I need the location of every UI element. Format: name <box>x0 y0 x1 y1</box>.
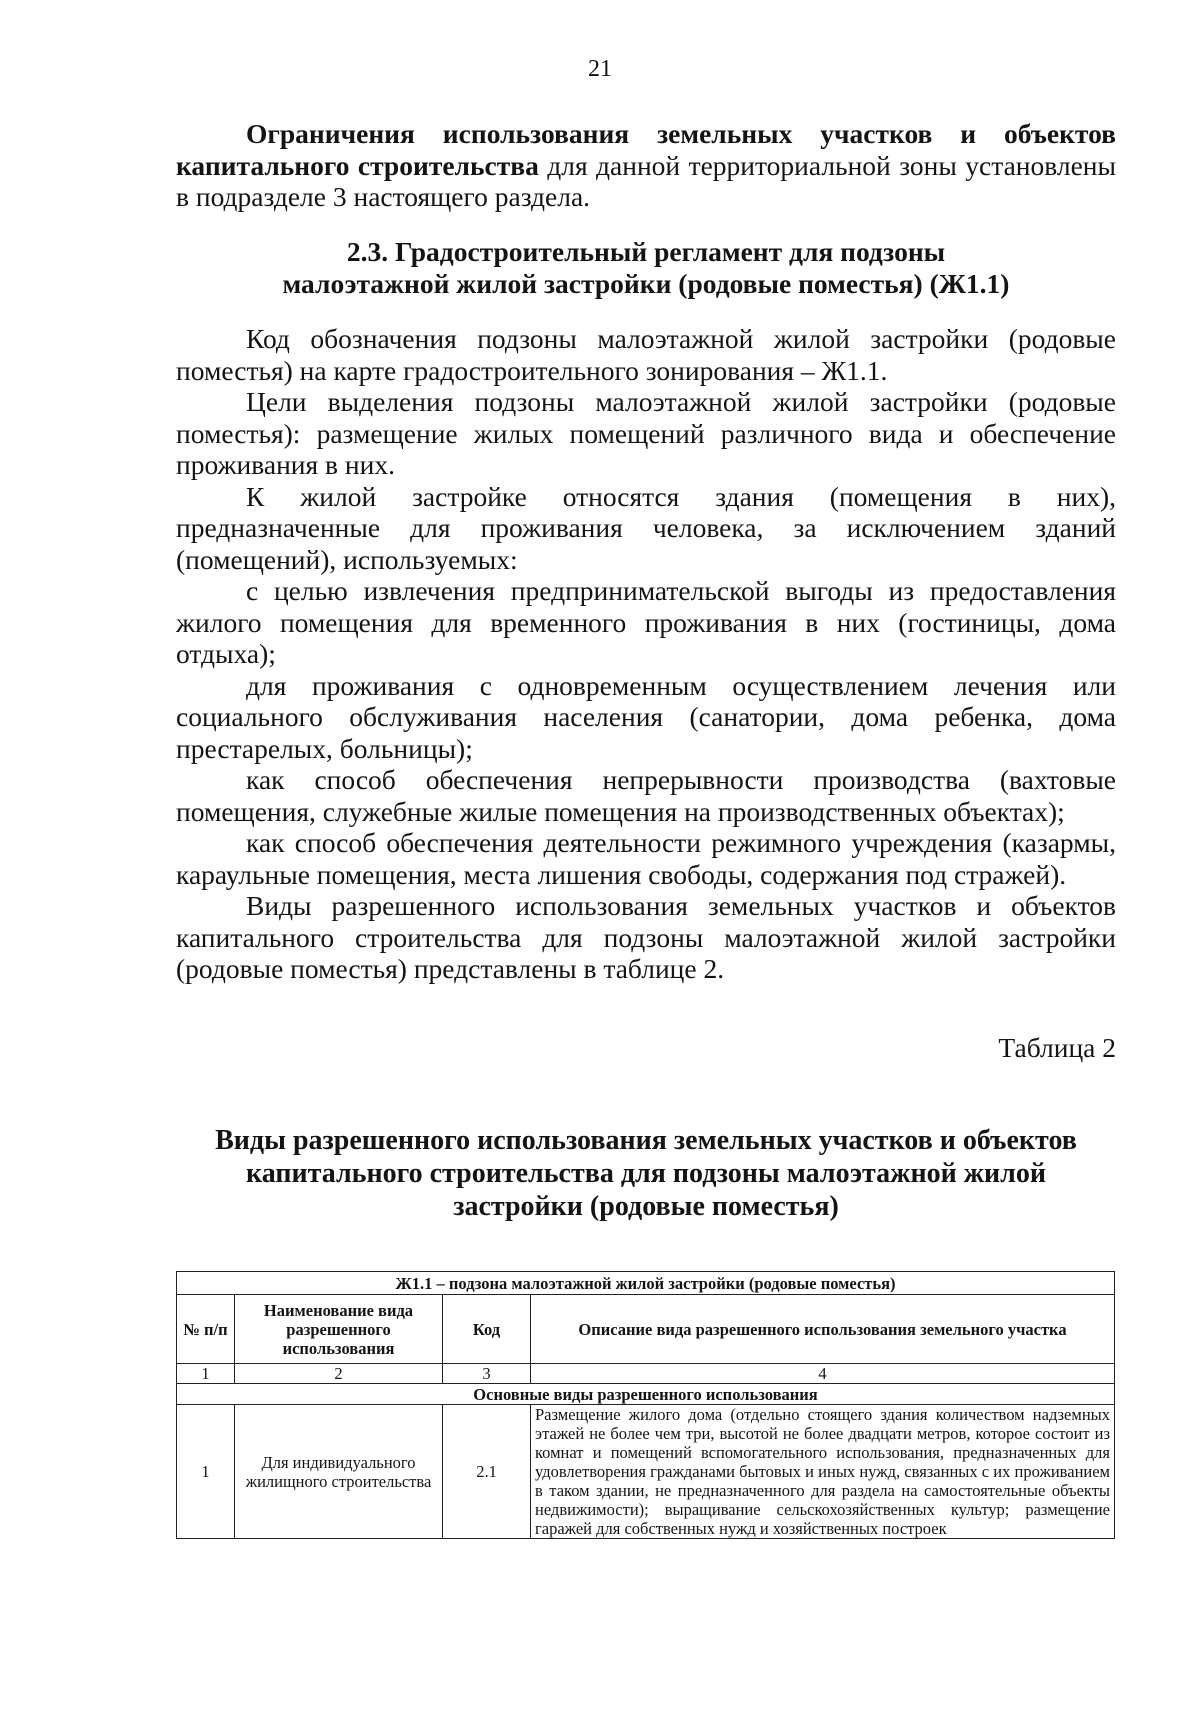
section-heading-line1: 2.3. Градостроительный регламент для подзоны <box>346 236 946 267</box>
paragraph-zone-code: Код обозначения подзоны малоэтажной жилой застройки (родовые поместья) на карте градостроительного зонирования – Ж1.1. <box>176 323 1116 386</box>
paragraph-zone-goals: Цели выделения подзоны малоэтажной жилой застройки (родовые поместья): размещение жилых помещений различного вида и обеспечение проживания в них. <box>176 386 1116 480</box>
page-number: 21 <box>588 56 612 82</box>
table-label: Таблица 2 <box>998 1032 1116 1063</box>
paragraph-exclusion-treatment: для проживания с одновременным осуществлением лечения или социального обслуживания населения (санатории, дома ребенка, дома престарелых, больницы); <box>176 669 1116 764</box>
table-header-row <box>177 1295 1115 1364</box>
col-number: 4 <box>531 1364 1115 1384</box>
paragraph-exclusion-hotels: с целью извлечения предпринимательской выгоды из предоставления жилого помещения для временного проживания в них (гостиницы, дома отдыха); <box>176 575 1116 669</box>
body-text <box>176 323 1116 985</box>
table-zone-title: Ж1.1 – подзона малоэтажной жилой застройки (родовые поместья) <box>177 1272 1115 1295</box>
table-section-title: Основные виды разрешенного использования <box>177 1384 1115 1405</box>
paragraph-table-reference: Виды разрешенного использования земельных участков и объектов капитального строительства для подзоны малоэтажной жилой застройки (родовые поместья) представлены в таблице 2. <box>176 890 1116 984</box>
col-number: 3 <box>443 1364 531 1384</box>
col-number: 1 <box>177 1364 235 1384</box>
paragraph-residential-definition: К жилой застройке относятся здания (помещения в них), предназначенные для проживания человека, за исключением зданий (помещений), используемых: <box>176 480 1116 575</box>
intro-text: для данной территориальной зоны установлены в подразделе 3 настоящего раздела. <box>176 149 1116 212</box>
table-column-numbers-row <box>177 1364 1115 1384</box>
table-caption-line2: капитального строительства для подзоны малоэтажной жилой <box>246 1158 1046 1189</box>
header-name: Наименование вида разрешенного использования <box>235 1295 443 1364</box>
col-number: 2 <box>235 1364 443 1384</box>
table-section-row <box>177 1384 1115 1405</box>
intro-paragraph <box>176 118 1116 213</box>
section-heading <box>176 236 1116 299</box>
paragraph-exclusion-production: как способ обеспечения непрерывности производства (вахтовые помещения, служебные жилые помещения на производственных объектах); <box>176 764 1116 827</box>
row-name: Для индивидуального жилищного строительства <box>235 1405 443 1539</box>
land-use-table <box>176 1271 1115 1539</box>
header-code: Код <box>443 1295 531 1364</box>
table-caption <box>176 1124 1116 1223</box>
row-num: 1 <box>177 1405 235 1539</box>
header-num: № п/п <box>177 1295 235 1364</box>
row-description: Размещение жилого дома (отдельно стоящего здания количеством надземных этажей не более чем три, высотой не более двадцати метров, которое состоит из комнат и помещений вспомогательного использования, предназначенных для удовлетворения гражданами бытовых и иных нужд, связанных с их проживанием в таком здании, не предназначенного для раздела на самостоятельные объекты недвижимости); выращивание сельскохозяйственных культур; размещение гаражей для собственных нужд и хозяйственных построек <box>531 1405 1115 1539</box>
header-desc: Описание вида разрешенного использования земельного участка <box>531 1295 1115 1364</box>
table-caption-line3: застройки (родовые поместья) <box>453 1191 839 1222</box>
intro-bold-text: Ограничения использования земельных участков и объектов капитального строительства <box>176 118 1116 181</box>
table-zone-title-row <box>177 1272 1115 1295</box>
row-code: 2.1 <box>443 1405 531 1539</box>
table-caption-line1: Виды разрешенного использования земельных участков и объектов <box>215 1125 1077 1156</box>
section-heading-line2: малоэтажной жилой застройки (родовые поместья) (Ж1.1) <box>282 267 1010 299</box>
table-row <box>177 1405 1115 1539</box>
paragraph-exclusion-regime: как способ обеспечения деятельности режимного учреждения (казармы, караульные помещения, места лишения свободы, содержания под стражей). <box>176 827 1116 890</box>
